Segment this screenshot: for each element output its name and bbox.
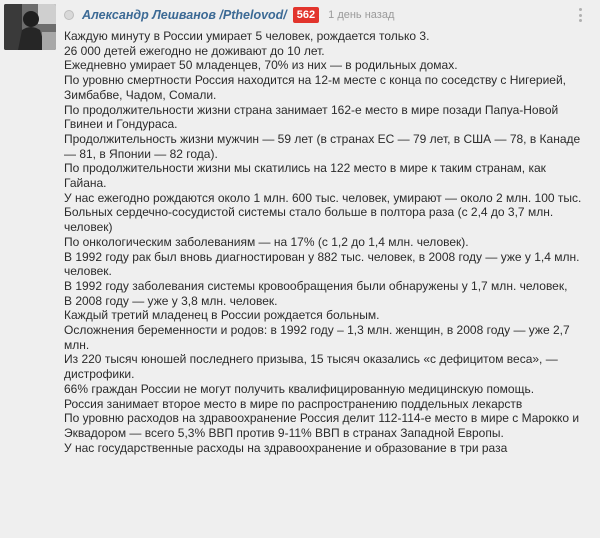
post-paragraph: Ежедневно умирает 50 младенцев, 70% из них — в родильных домах.: [64, 58, 458, 73]
post-paragraph: По онкологическим заболеваниям — на 17% (с 1,2 до 1,4 млн. человек).: [64, 234, 469, 249]
avatar[interactable]: [4, 4, 56, 50]
post-paragraph: По уровню смертности Россия находится на 12-м месте с конца по соседству с Нигерией, Зимбабве, Чадом, Сомали.: [64, 73, 567, 102]
post-paragraph: По продолжительности жизни страна занимает 162-е место в мире позади Папуа-Новой Гвинеи и Гондураса.: [64, 102, 559, 132]
post-paragraph: Продолжительность жизни мужчин — 59 лет (в странах ЕС — 79 лет, в США — 78, в Канаде — 81, в Японии — 82 года).: [64, 131, 581, 161]
post-paragraph: Больных сердечно-сосудистой системы стало больше в полтора раза (с 2,4 до 3,7 млн. человек): [64, 205, 554, 235]
post-paragraph: У нас ежегодно рождаются около 1 млн. 600 тыс. человек, умирают — около 2 млн. 100 тыс.: [64, 190, 582, 205]
post-paragraph: В 2008 году — уже у 3,8 млн. человек.: [64, 293, 278, 308]
post-paragraph: В 1992 году рак был вновь диагностирован у 882 тыс. человек, в 2008 году — уже у 1,4 млн. человек.: [64, 249, 580, 279]
post-paragraph: 26 000 детей ежегодно не доживают до 10 лет.: [64, 43, 325, 58]
more-options-icon[interactable]: [574, 6, 586, 24]
post-body: [64, 29, 586, 455]
author-link[interactable]: Александр Лешванов /Pthelovod/: [82, 8, 287, 22]
online-status-icon: [64, 10, 74, 20]
post-paragraph: Каждый третий младенец в России рождается больным.: [64, 308, 380, 323]
post-paragraph: У нас государственные расходы на здравоохранение и образование в три раза: [64, 440, 508, 455]
post-paragraph: Россия занимает второе место в мире по распространению поддельных лекарств: [64, 396, 523, 411]
post-header: [64, 6, 394, 24]
post-paragraph: По уровню расходов на здравоохранение Россия делит 112-114-е место в мире с Марокко и Эквадором — всего 5,3% ВВП против 9-11% ВВП в странах Западной Европы.: [64, 411, 580, 440]
post-paragraph: Каждую минуту в России умирает 5 человек, рождается только 3.: [64, 29, 430, 43]
post-paragraph: Из 220 тысяч юношей последнего призыва, 15 тысяч оказались «с дефицитом веса», — дистрофики.: [64, 352, 558, 382]
post-paragraph: В 1992 году заболевания системы кровообращения были обнаружены у 1,7 млн. человек,: [64, 278, 568, 293]
reputation-badge: 562: [293, 7, 319, 23]
post-paragraph: 66% граждан России не могут получить квалифицированную медицинскую помощь.: [64, 381, 535, 396]
post-timestamp: 1 день назад: [328, 9, 395, 21]
post-paragraph: Осложнения беременности и родов: в 1992 году – 1,3 млн. женщин, в 2008 году — уже 2,7 млн.: [64, 323, 570, 352]
post-paragraph: По продолжительности жизни мы скатились на 122 место в мире к таким странам, как Гайана.: [64, 161, 546, 191]
